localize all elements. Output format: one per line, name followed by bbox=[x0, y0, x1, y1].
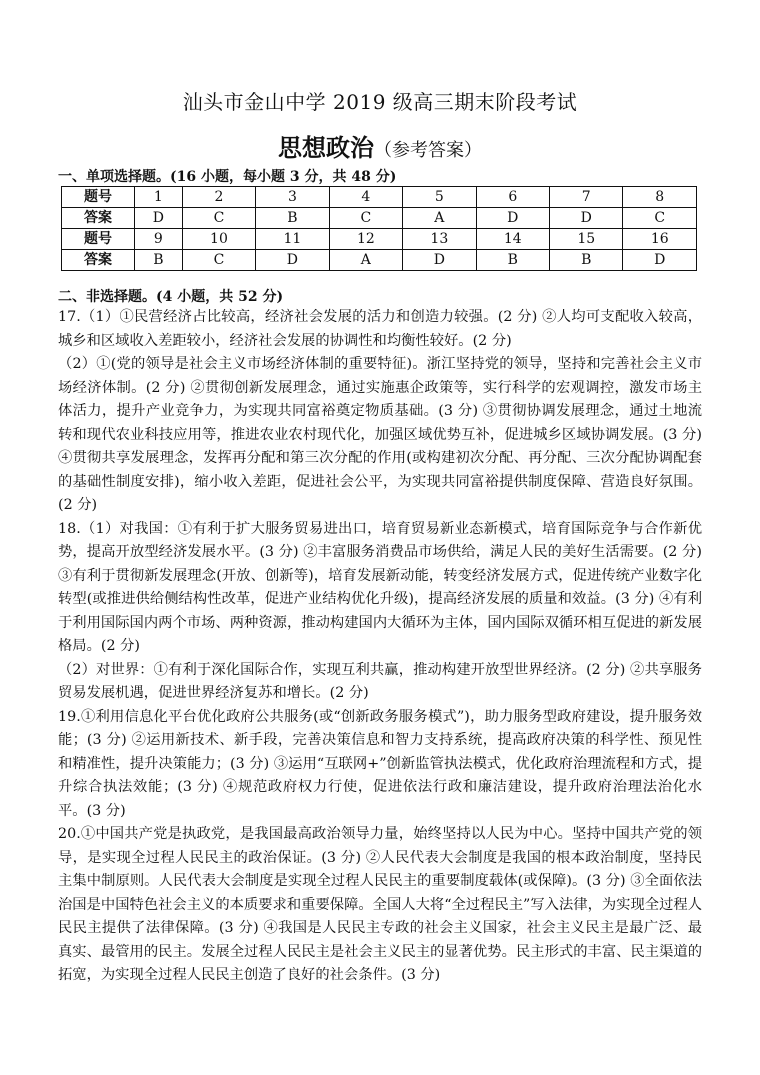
table-cell: C bbox=[623, 208, 697, 229]
answer-paragraph: 20.①中国共产党是执政党，是我国最高政治领导力量，始终坚持以人民为中心。坚持中国共产党的领导，是实现全过程人民民主的政治保证。(3 分) ②人民代表大会制度是我国的根本政治制度，坚持民主集中制原则。人民代表大会制度是实现全过程人民民主的重要制度载体(或保障)。(3 分) ③全面依法治国是中国特色社会主义的本质要求和重要保障。全国人大将“全过程民主”写入法律，为实现全过程人民民主提供了法律保障。(3 分) ④我国是人民民主专政的社会主义国家，社会主义民主是最广泛、最真实、最管用的民主。发展全过程人民民主是社会主义民主的显著优势。民主形式的丰富、民主渠道的拓宽，为实现全过程人民民主创造了良好的社会条件。(3 分) bbox=[58, 826, 702, 983]
exam-subtitle bbox=[0, 128, 760, 163]
answer-label: 答案 bbox=[62, 208, 135, 229]
exam-title: 汕头市金山中学 2019 级高三期末阶段考试 bbox=[182, 90, 578, 114]
table-row bbox=[62, 250, 697, 271]
table-cell: C bbox=[329, 208, 402, 229]
table-cell: 5 bbox=[403, 187, 476, 208]
table-row bbox=[62, 229, 697, 250]
table-cell: 2 bbox=[182, 187, 255, 208]
table-cell: D bbox=[476, 208, 549, 229]
table-cell: D bbox=[256, 250, 329, 271]
table-cell: 8 bbox=[623, 187, 697, 208]
answer-body bbox=[58, 306, 702, 988]
subject-name: 思想政治 bbox=[278, 133, 374, 162]
table-cell: B bbox=[256, 208, 329, 229]
table-cell: 4 bbox=[329, 187, 402, 208]
table-cell: 12 bbox=[329, 229, 402, 250]
table-cell: D bbox=[403, 250, 476, 271]
table-cell: D bbox=[135, 208, 183, 229]
answer-paragraph: （2）对世界：①有利于深化国际合作，实现互利共赢，推动构建开放型世界经济。(2 分) ②共享服务贸易发展机遇，促进世界经济复苏和增长。(2 分) bbox=[58, 661, 702, 701]
table-cell: D bbox=[550, 208, 623, 229]
table-cell: 10 bbox=[182, 229, 255, 250]
section-2-heading: 二、非选择题。(4 小题，共 52 分) bbox=[58, 289, 284, 305]
table-cell: 15 bbox=[550, 229, 623, 250]
table-cell: 3 bbox=[256, 187, 329, 208]
question-number-label: 题号 bbox=[62, 229, 135, 250]
table-cell: 11 bbox=[256, 229, 329, 250]
answer-paragraph: 17.（1）①民营经济占比较高，经济社会发展的活力和创造力较强。(2 分) ②人均可支配收入较高，城乡和区域收入差距较小，经济社会发展的协调性和均衡性较好。(2 分) bbox=[58, 309, 702, 349]
answer-paragraph: 18.（1）对我国：①有利于扩大服务贸易进出口，培育贸易新业态新模式，培育国际竞争与合作新优势，提高开放型经济发展水平。(3 分) ②丰富服务消费品市场供给，满足人民的美好生活需要。(2 分) ③有利于贯彻新发展理念(开放、创新等)，培育发展新动能，转变经济发展方式，促进传统产业数字化转型(或推进供给侧结构性改革，促进产业结构优化升级)，提高经济发展的质量和效益。(3 分) ④有利于利用国际国内两个市场、两种资源，推动构建国内大循环为主体，国内国际双循环相互促进的新发展格局。(2 分) bbox=[58, 520, 702, 654]
table-cell: B bbox=[135, 250, 183, 271]
table-cell: 7 bbox=[550, 187, 623, 208]
table-cell: C bbox=[182, 250, 255, 271]
table-cell: 6 bbox=[476, 187, 549, 208]
table-cell: A bbox=[403, 208, 476, 229]
section-1-heading: 一、单项选择题。(16 小题，每小题 3 分，共 48 分) bbox=[58, 169, 397, 185]
table-row bbox=[62, 208, 697, 229]
table-cell: 9 bbox=[135, 229, 183, 250]
answer-paragraph: 19.①利用信息化平台优化政府公共服务(或“创新政务服务模式”)，助力服务型政府建设，提升服务效能；(3 分) ②运用新技术、新手段，完善决策信息和智力支持系统，提高政府决策的科学性、预见性和精准性，提升决策能力；(3 分) ③运用“互联网+”创新监管执法模式，优化政府治理流程和方式，提升综合执法效能；(3 分) ④规范政府权力行使，促进依法行政和廉洁建设，提升政府治理法治化水平。(3 分) bbox=[58, 708, 702, 819]
table-cell: 14 bbox=[476, 229, 549, 250]
table-cell: B bbox=[476, 250, 549, 271]
table-cell: C bbox=[182, 208, 255, 229]
reference-answer-label: （参考答案） bbox=[374, 140, 482, 161]
table-cell: 13 bbox=[403, 229, 476, 250]
table-cell: A bbox=[329, 250, 402, 271]
table-cell: D bbox=[623, 250, 697, 271]
table-cell: B bbox=[550, 250, 623, 271]
answer-label: 答案 bbox=[62, 250, 135, 271]
table-cell: 1 bbox=[135, 187, 183, 208]
question-number-label: 题号 bbox=[62, 187, 135, 208]
answer-table bbox=[61, 186, 697, 271]
table-cell: 16 bbox=[623, 229, 697, 250]
answer-paragraph: （2）①(党的领导是社会主义市场经济体制的重要特征)。浙江坚持党的领导，坚持和完善社会主义市场经济体制。(2 分) ②贯彻创新发展理念，通过实施惠企政策等，实行科学的宏观调控，激发市场主体活力，提升产业竞争力，为实现共同富裕奠定物质基础。(3 分) ③贯彻协调发展理念，通过土地流转和现代农业科技应用等，推进农业农村现代化，加强区域优势互补，促进城乡区域协调发展。(3 分) ④贯彻共享发展理念，发挥再分配和第三次分配的作用(或构建初次分配、再分配、三次分配协调配套的基础性制度安排)，缩小收入差距，促进社会公平，为实现共同富裕提供制度保障、营造良好氛围。(2 分) bbox=[58, 356, 702, 513]
table-row bbox=[62, 187, 697, 208]
